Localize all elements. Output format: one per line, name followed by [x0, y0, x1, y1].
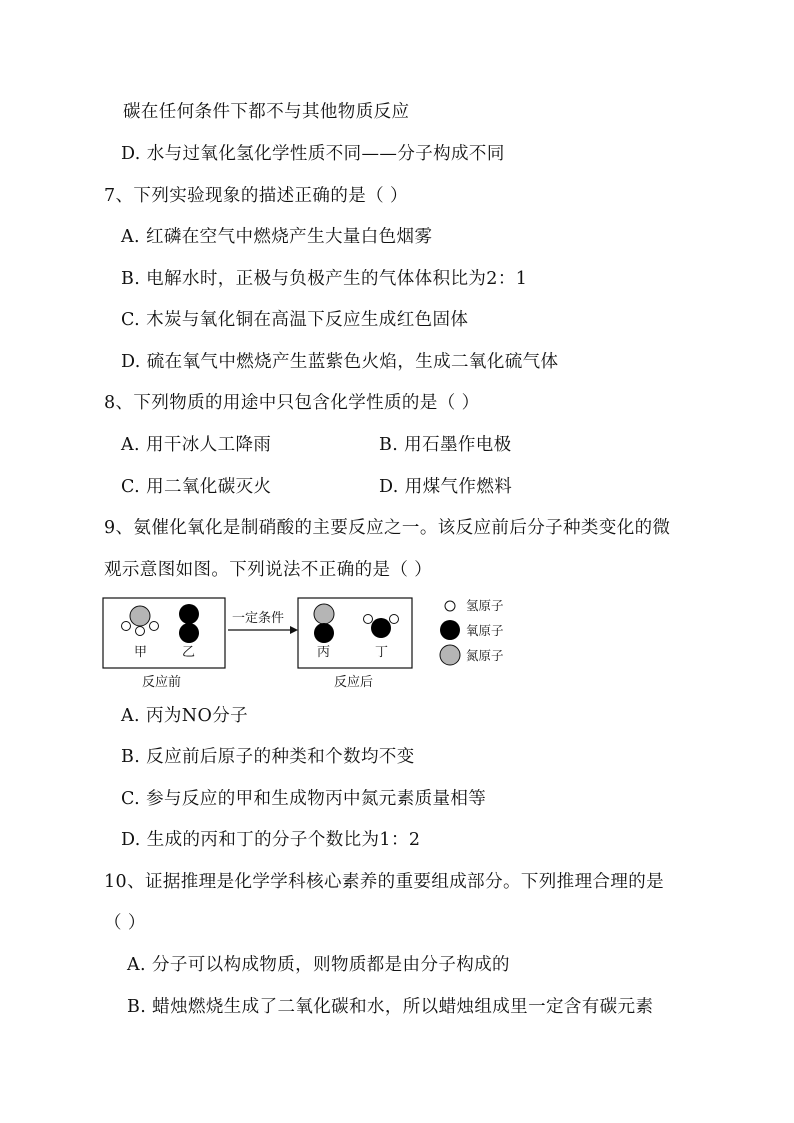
label-before: 反应前: [142, 675, 182, 690]
q7-option-c: C. 木炭与氧化铜在高温下反应生成红色固体: [121, 310, 469, 330]
h-atom: [150, 622, 159, 631]
label-after: 反应后: [334, 675, 374, 690]
h-atom: [136, 627, 145, 636]
q9-option-a: A. 丙为NO分子: [121, 706, 249, 726]
q8-stem: 8、下列物质的用途中只包含化学性质的是（ ）: [104, 393, 480, 413]
q8-option-c: C. 用二氧化碳灭火: [121, 477, 272, 497]
q9-option-d: D. 生成的丙和丁的分子个数比为1：2: [121, 830, 421, 850]
q7-option-a: A. 红磷在空气中燃烧产生大量白色烟雾: [121, 227, 433, 247]
q9-option-b: B. 反应前后原子的种类和个数均不变: [121, 747, 415, 767]
q7-option-b: B. 电解水时，正极与负极产生的气体体积比为2：1: [121, 269, 528, 289]
legend-n-icon: [440, 645, 460, 665]
q6-option-d: D. 水与过氧化氢化学性质不同——分子构成不同: [121, 144, 505, 164]
o-atom: [179, 604, 199, 624]
legend-o-icon: [440, 620, 460, 640]
condition-label: 一定条件: [232, 611, 285, 626]
label-jia: 甲: [134, 645, 148, 660]
q10-stem-line2: （ ）: [104, 913, 146, 933]
q10-option-b: B. 蜡烛燃烧生成了二氧化碳和水，所以蜡烛组成里一定含有碳元素: [127, 997, 654, 1017]
h-atom: [364, 615, 373, 624]
q8-option-a: A. 用干冰人工降雨: [121, 435, 272, 455]
q7-option-d: D. 硫在氧气中燃烧产生蓝紫色火焰，生成二氧化硫气体: [121, 352, 559, 372]
h-atom: [390, 615, 399, 624]
o-atom: [371, 618, 391, 638]
q10-stem-line1: 10、证据推理是化学学科核心素养的重要组成部分。下列推理合理的是: [104, 872, 665, 892]
q7-stem: 7、下列实验现象的描述正确的是（ ）: [104, 186, 408, 206]
atom-legend: [438, 596, 548, 676]
arrow-head: [290, 626, 298, 634]
n-atom: [130, 606, 150, 626]
before-box: [103, 598, 225, 668]
label-ding: 丁: [375, 645, 389, 660]
q9-stem-line2: 观示意图如图。下列说法不正确的是（ ）: [104, 560, 433, 580]
legend-n-label: 氮原子: [466, 648, 504, 663]
q6-option-c-continued: 碳在任何条件下都不与其他物质反应: [123, 102, 410, 122]
q9-option-c: C. 参与反应的甲和生成物丙中氮元素质量相等: [121, 789, 487, 809]
legend-o-label: 氧原子: [466, 623, 504, 638]
n-atom: [314, 604, 334, 624]
h-atom: [122, 622, 131, 631]
q8-option-b: B. 用石墨作电极: [379, 435, 512, 455]
legend-h-icon: [445, 601, 455, 611]
o-atom: [314, 623, 334, 643]
label-bing: 丙: [317, 645, 331, 660]
q10-option-a: A. 分子可以构成物质，则物质都是由分子构成的: [127, 955, 510, 975]
legend-h-label: 氢原子: [466, 598, 504, 613]
q9-stem-line1: 9、氨催化氧化是制硝酸的主要反应之一。该反应前后分子种类变化的微: [104, 518, 671, 538]
label-yi: 乙: [182, 645, 196, 660]
o-atom: [179, 623, 199, 643]
q8-option-d: D. 用煤气作燃料: [379, 477, 513, 497]
